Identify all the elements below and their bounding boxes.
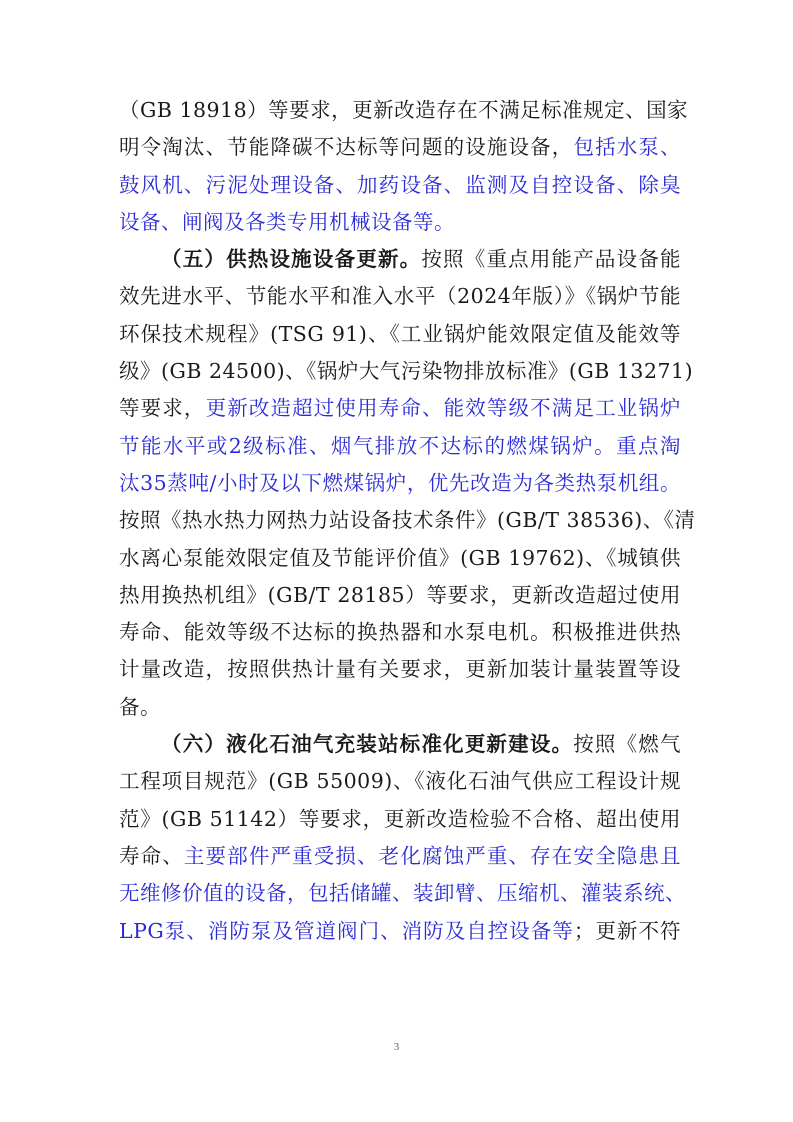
- text-line: [119, 875, 686, 912]
- body-text: 明令淘汰、节能降碳不达标等问题的设施设备，: [119, 135, 574, 160]
- text-line: [119, 763, 681, 800]
- body-text: 按照《重点用能产品设备能: [421, 247, 682, 272]
- text-line: [119, 353, 694, 390]
- body-text: 备。: [119, 694, 161, 719]
- body-text: 按照《燃气: [573, 732, 682, 757]
- body-text: 寿命、: [119, 843, 184, 868]
- highlighted-text: LPG泵、消防泵及管道阀门、消防及自控设备等: [119, 918, 574, 943]
- text-line: [119, 278, 681, 315]
- text-line: [119, 428, 681, 465]
- highlighted-text: 节能水平或2级标准、烟气排放不达标的燃煤锅炉。重点淘: [119, 433, 681, 458]
- text-line: [119, 577, 681, 614]
- body-text: 计量改造，按照供热计量有关要求，更新加装计量装置等设: [119, 657, 681, 682]
- body-text: 水离心泵能效限定值及节能评价值》(GB 19762)、《城镇供: [119, 545, 681, 570]
- body-text: 寿命、能效等级不达标的换热器和水泵电机。积极推进供热: [119, 620, 681, 645]
- highlighted-text: 设备、闸阀及各类专用机械设备等。: [119, 209, 455, 234]
- document-body: [119, 92, 696, 950]
- body-text: 按照《热水热力网热力站设备技术条件》(GB/T 38536)、《清: [119, 508, 696, 533]
- text-line: [119, 502, 696, 539]
- highlighted-text: 更新改造超过使用寿命、能效等级不满足工业锅炉: [205, 396, 682, 421]
- page-number: 3: [393, 1041, 400, 1053]
- body-text: 效先进水平、节能水平和准入水平（2024年版）》《锅炉节能: [119, 284, 681, 309]
- text-line: [119, 726, 681, 763]
- text-line: [119, 129, 681, 166]
- section-heading: （五）供热设施设备更新。: [161, 247, 422, 272]
- body-text: 热用换热机组》(GB/T 28185）等要求，更新改造超过使用: [119, 582, 681, 607]
- highlighted-text: 包括水泵、: [573, 135, 682, 160]
- body-text: （GB 18918）等要求，更新改造存在不满足标准规定、国家: [119, 98, 689, 122]
- text-line: [119, 465, 681, 502]
- text-line: [119, 838, 681, 875]
- text-line: [119, 167, 681, 204]
- highlighted-text: 汰35蒸吨/小时及以下燃煤锅炉，优先改造为各类热泵机组。: [119, 470, 681, 495]
- body-text: 级》(GB 24500)、《锅炉大气污染物排放标准》(GB 13271): [119, 359, 694, 384]
- text-line: [119, 540, 681, 577]
- highlighted-text: 主要部件严重受损、老化腐蚀严重、存在安全隐患且: [183, 843, 682, 868]
- text-line: [119, 689, 681, 726]
- text-line: [119, 316, 681, 353]
- body-text: ；更新不符: [573, 918, 681, 943]
- text-line: [119, 913, 681, 950]
- section-heading: （六）液化石油气充装站标准化更新建设。: [161, 732, 574, 757]
- highlighted-text: 鼓风机、污泥处理设备、加药设备、监测及自控设备、除臭: [119, 172, 681, 197]
- text-line: [119, 614, 681, 651]
- text-line: [119, 92, 689, 129]
- text-line: [119, 241, 681, 278]
- highlighted-text: 无维修价值的设备，包括储罐、装卸臂、压缩机、灌装系统、: [119, 881, 686, 906]
- body-text: 工程项目规范》(GB 55009)、《液化石油气供应工程设计规: [119, 769, 681, 794]
- text-line: [119, 390, 681, 427]
- body-text: 环保技术规程》(TSG 91)、《工业锅炉能效限定值及能效等: [119, 321, 681, 346]
- text-line: [119, 204, 681, 241]
- body-text: 范》(GB 51142）等要求，更新改造检验不合格、超出使用: [119, 806, 681, 831]
- text-line: [119, 801, 681, 838]
- text-line: [119, 651, 681, 688]
- body-text: 等要求，: [119, 396, 206, 421]
